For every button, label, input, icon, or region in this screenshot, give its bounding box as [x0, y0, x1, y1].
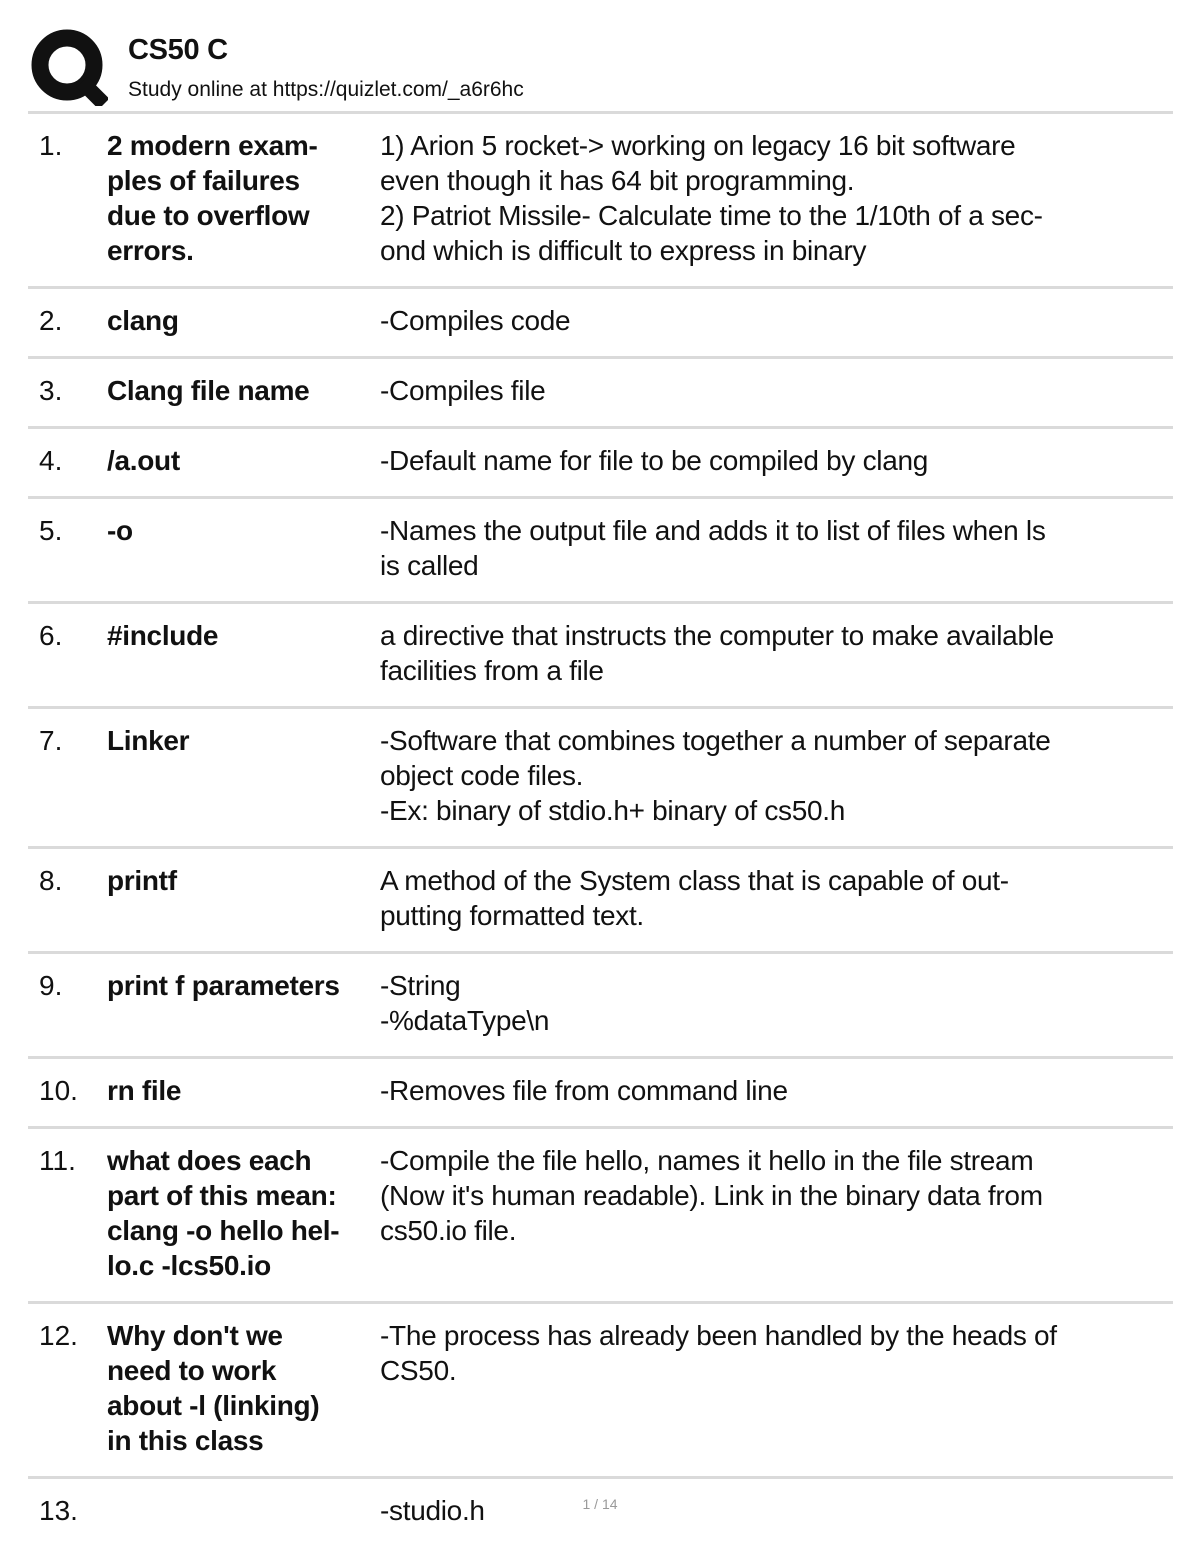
card-number: 2. — [39, 305, 63, 336]
flashcard-row — [28, 499, 1173, 601]
card-term: clang — [107, 305, 179, 336]
flashcard-row — [28, 709, 1173, 846]
card-term: printf — [107, 865, 177, 896]
card-definition: -Default name for file to be compiled by clang — [380, 445, 929, 476]
card-term: what does each part of this mean: clang -o hello hel- lo.c -lcs50.io — [107, 1145, 340, 1281]
card-number: 1. — [39, 130, 63, 161]
card-definition: 1) Arion 5 rocket-> working on legacy 16 bit software even though it has 64 bit programming. 2) Patriot Missile- Calculate time to the 1/10th of a sec- ond which is difficult to express in binary — [380, 130, 1043, 266]
study-online-link[interactable]: Study online at https://quizlet.com/_a6r6hc — [128, 78, 524, 101]
flashcard-row — [28, 954, 1173, 1056]
card-definition: -String -%dataType\n — [380, 970, 550, 1036]
card-number: 3. — [39, 375, 63, 406]
flashcard-row — [28, 289, 1173, 356]
flashcard-row — [28, 1479, 1173, 1546]
card-term: Linker — [107, 725, 190, 756]
card-number: 6. — [39, 620, 63, 651]
card-number: 7. — [39, 725, 63, 756]
card-definition: -studio.h — [380, 1495, 485, 1526]
card-number: 12. — [39, 1320, 78, 1351]
card-definition: a directive that instructs the computer to make available facilities from a file — [380, 620, 1054, 686]
card-number: 9. — [39, 970, 63, 1001]
card-number: 4. — [39, 445, 63, 476]
card-number: 10. — [39, 1075, 78, 1106]
document-title: CS50 C — [128, 34, 228, 66]
document-header — [30, 28, 1170, 108]
card-number: 8. — [39, 865, 63, 896]
card-definition: A method of the System class that is capable of out- putting formatted text. — [380, 865, 1009, 931]
flashcard-row — [28, 604, 1173, 706]
card-definition: -Compiles code — [380, 305, 571, 336]
card-term: rn file — [107, 1075, 182, 1106]
card-term: #include — [107, 620, 219, 651]
card-definition: -Software that combines together a number of separate object code files. -Ex: binary of stdio.h+ binary of cs50.h — [380, 725, 1051, 826]
flashcard-row — [28, 114, 1173, 286]
card-term: Clang file name — [107, 375, 310, 406]
page-number: 1 / 14 — [582, 1496, 618, 1512]
flashcard-list — [28, 111, 1173, 1546]
flashcard-row — [28, 429, 1173, 496]
flashcard-row — [28, 1129, 1173, 1301]
card-term: /a.out — [107, 445, 180, 476]
flashcard-row — [28, 1059, 1173, 1126]
card-definition: -Compiles file — [380, 375, 546, 406]
card-term: print f parameters — [107, 970, 340, 1001]
card-term: 2 modern exam- ples of failures due to overflow errors. — [107, 130, 318, 266]
card-definition: -Removes file from command line — [380, 1075, 788, 1106]
card-definition: -The process has already been handled by the heads of CS50. — [380, 1320, 1057, 1386]
flashcard-row — [28, 359, 1173, 426]
quizlet-logo-icon — [30, 28, 108, 106]
card-term: Why don't we need to work about -l (linking) in this class — [107, 1320, 320, 1456]
card-definition: -Compile the file hello, names it hello in the file stream (Now it's human readable). Link in the binary data from cs50.io file. — [380, 1145, 1043, 1246]
flashcard-row — [28, 1304, 1173, 1476]
card-term: -o — [107, 515, 133, 546]
card-number: 5. — [39, 515, 63, 546]
card-number: 13. — [39, 1495, 78, 1526]
card-number: 11. — [39, 1145, 76, 1176]
card-definition: -Names the output file and adds it to list of files when ls is called — [380, 515, 1046, 581]
flashcard-row — [28, 849, 1173, 951]
